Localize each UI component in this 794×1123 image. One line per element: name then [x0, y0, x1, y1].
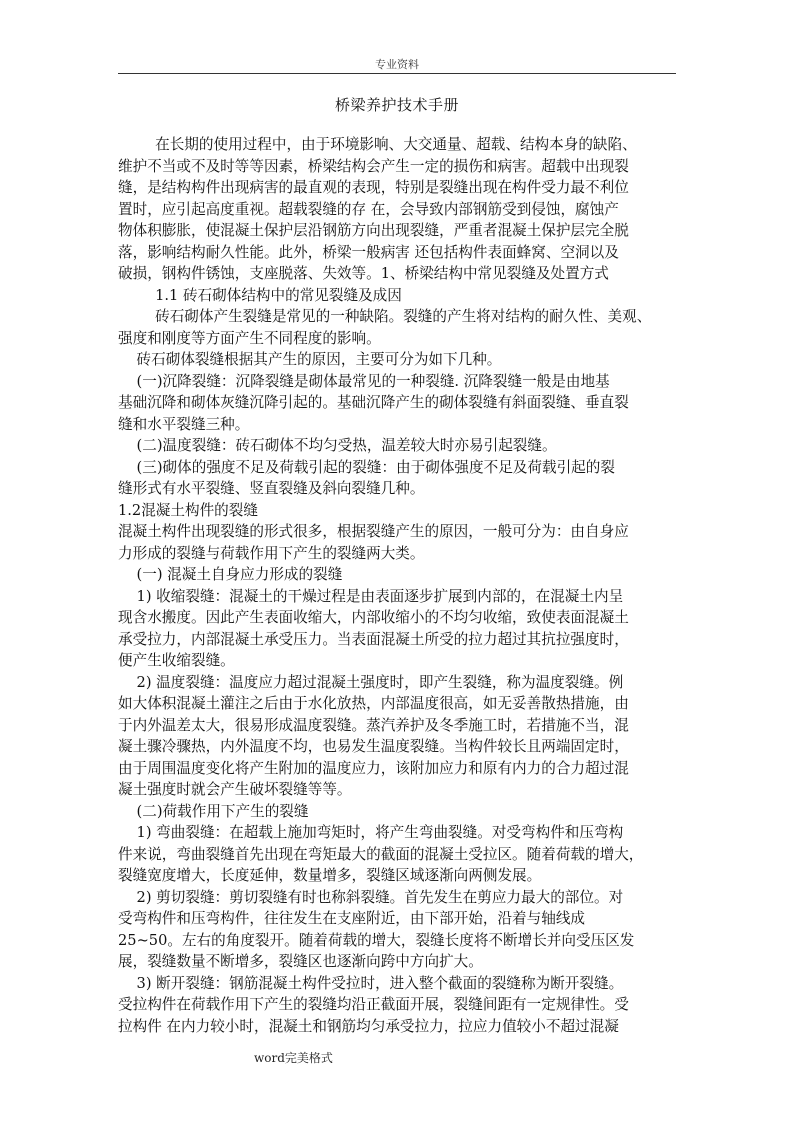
- page-header: 专业资料: [375, 58, 419, 71]
- text-line: 砖石砌体产生裂缝是常见的一种缺陷。裂缝的产生将对结构的耐久性、美观、: [118, 308, 652, 325]
- text-line: (一) 混凝土自身应力形成的裂缝: [118, 566, 343, 583]
- text-line: 件来说，弯曲裂缝首先出现在弯矩最大的截面的混凝土受拉区。随着荷载的增大，: [118, 845, 644, 863]
- text-line: 缝形式有水平裂缝、竖直裂缝及斜向裂缝几种。: [118, 480, 425, 497]
- text-line: 凝土强度时就会产生破坏裂缝等等。: [118, 781, 352, 798]
- text-line: 凝土骤冷骤热，内外温度不均，也易发生温度裂缝。当构件较长且两端固定时，: [118, 738, 629, 755]
- text-line: 2) 温度裂缝：温度应力超过混凝土强度时，即产生裂缝，称为温度裂缝。例: [118, 673, 624, 691]
- text-line: 1) 收缩裂缝：混凝土的干燥过程是由表面逐步扩展到内部的，在混凝土内呈: [118, 587, 624, 605]
- text-line: 拉构件 在内力较小时，混凝土和钢筋均匀承受拉力，拉应力值较小不超过混凝: [118, 1017, 619, 1035]
- text-line: (二)温度裂缝：砖石砌体不均匀受热，温差较大时亦易引起裂缝。: [118, 437, 557, 454]
- text-line: 受拉构件在荷载作用下产生的裂缝均沿正截面开展，裂缝间距有一定规律性。受: [118, 996, 629, 1013]
- text-line: (三)砌体的强度不足及荷载引起的裂缝：由于砌体强度不足及荷载引起的裂: [118, 458, 615, 476]
- text-line: 基础沉降和砌体灰缝沉降引起的。基础沉降产生的砌体裂缝有斜面裂缝、垂直裂: [118, 394, 629, 411]
- text-line: 受弯构件和压弯构件，往往发生在支座附近，由下部开始，沿着与轴线成: [118, 910, 586, 927]
- text-line: 由于周围温度变化将产生附加的温度应力，该附加应力和原有内力的合力超过混: [118, 759, 629, 777]
- text-line: 缝，是结构构件出现病害的最直观的表现，特别是裂缝出现在构件受力最不利位: [118, 179, 629, 196]
- text-line: 在长期的使用过程中，由于环境影响、大交通量、超载、结构本身的缺陷、: [118, 136, 637, 153]
- text-line: 于内外温差太大，很易形成温度裂缝。蒸汽养护及冬季施工时，若措施不当，混: [118, 716, 629, 734]
- text-line: 物体积膨胀，使混凝土保护层沿钢筋方向出现裂缝，严重者混凝土保护层完全脱: [118, 222, 629, 239]
- text-line: 25~50。左右的角度裂开。随着荷载的增大，裂缝长度将不断增长并向受压区发: [118, 931, 635, 949]
- text-line: 维护不当或不及时等等因素，桥梁结构会产生一定的损伤和病害。超载中出现裂: [118, 157, 629, 175]
- text-line: 砖石砌体裂缝根据其产生的原因，主要可分为如下几种。: [118, 351, 502, 368]
- text-line: 便产生收缩裂缝。: [118, 652, 235, 669]
- text-line: 力形成的裂缝与荷载作用下产生的裂缝两大类。: [118, 544, 425, 562]
- text-line: 现含水搬度。因此产生表面收缩大，内部收缩小的不均匀收缩，致使表面混凝土: [118, 609, 629, 626]
- text-line: 强度和刚度等方面产生不同程度的影响。: [118, 329, 381, 347]
- document-title: 桥梁养护技术手册: [334, 96, 459, 114]
- page-footer: word完美格式: [254, 1051, 333, 1065]
- text-line: 3) 断开裂缝：钢筋混凝土构件受拉时，进入整个截面的裂缝称为断开裂缝。: [118, 974, 624, 992]
- text-line: 置时，应引起高度重视。超载裂缝的存 在，会导致内部钢筋受到侵蚀，腐蚀产: [118, 200, 619, 218]
- text-line: 1) 弯曲裂缝：在超载上施加弯矩时，将产生弯曲裂缝。对受弯构件和压弯构: [118, 824, 624, 841]
- text-line: 展，裂缝数量不断增多，裂缝区也逐渐向跨中方向扩大。: [118, 953, 483, 970]
- text-line: 裂缝宽度增大，长度延伸，数量增多，裂缝区域逐渐向两侧发展。: [118, 867, 542, 884]
- text-line: (二)荷载作用下产生的裂缝: [118, 802, 309, 820]
- text-line: (一)沉降裂缝：沉降裂缝是砌体最常见的一种裂缝. 沉降裂缝一般是由地基: [118, 372, 610, 390]
- document-body: [118, 134, 684, 1037]
- text-line: 如大体积混凝土灌注之后由于水化放热，内部温度很高，如无妥善散热措施，由: [118, 695, 629, 712]
- text-line: 混凝土构件出现裂缝的形式很多，根据裂缝产生的原因，一般可分为：由自身应: [118, 523, 629, 540]
- text-line: 缝和水平裂缝三种。: [118, 415, 250, 433]
- text-line: 1.1 砖石砌体结构中的常见裂缝及成因: [118, 286, 402, 304]
- header-rule: [118, 73, 676, 74]
- text-line: 承受拉力，内部混凝土承受压力。当表面混凝土所受的拉力超过其抗拉强度时，: [118, 630, 629, 648]
- text-line: 1.2混凝土构件的裂缝: [118, 501, 258, 519]
- text-line: 破损，钢构件锈蚀，支座脱落、失效等。1、桥梁结构中常见裂缝及处置方式: [118, 265, 609, 282]
- text-line: 落，影响结构耐久性能。此外，桥梁一般病害 还包括构件表面蜂窝、空洞以及: [118, 243, 619, 261]
- text-line: 2) 剪切裂缝：剪切裂缝有时也称斜裂缝。首先发生在剪应力最大的部位。对: [118, 888, 624, 906]
